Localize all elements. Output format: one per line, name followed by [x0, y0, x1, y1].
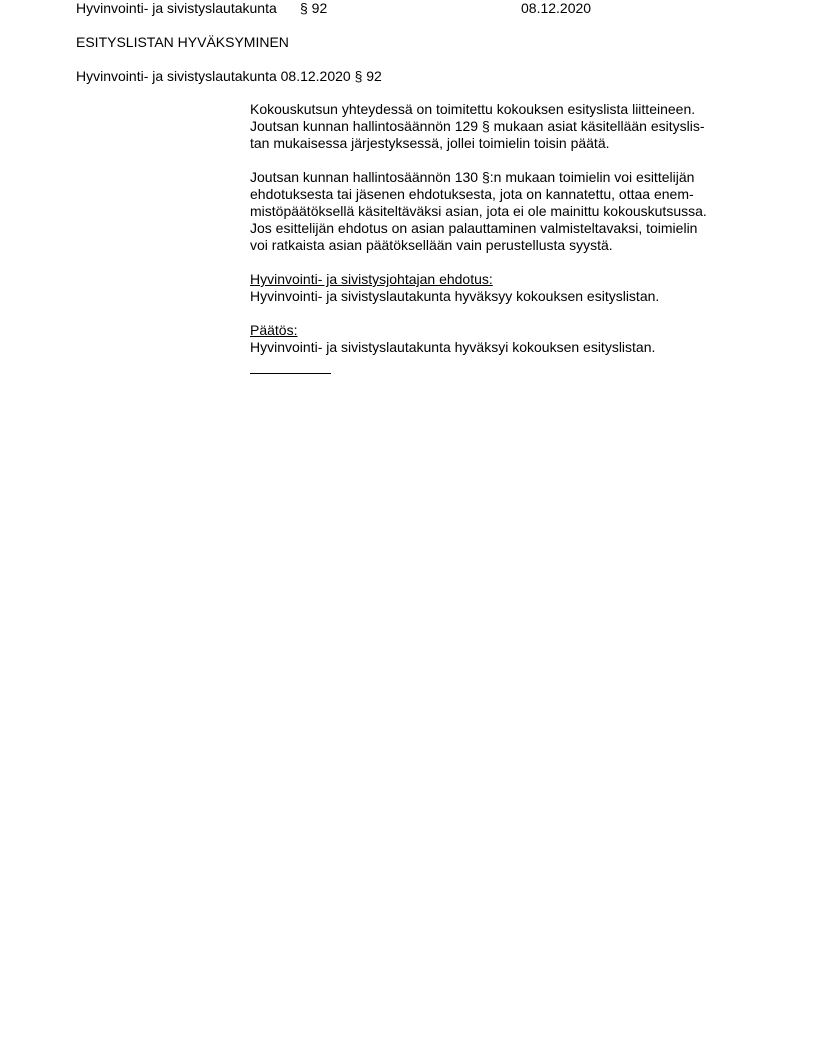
header-committee: Hyvinvointi- ja sivistyslautakunta: [76, 0, 277, 16]
text-line: Jos esittelijän ehdotus on asian palauttaminen valmisteltavaksi, toimielin: [250, 220, 698, 236]
text-line: mistöpäätöksellä käsiteltäväksi asian, jota ei ole mainittu kokouskutsussa.: [250, 203, 707, 219]
text-line: Joutsan kunnan hallintosäännön 130 §:n mukaan toimielin voi esittelijän: [250, 169, 695, 185]
text-line: Kokouskutsun yhteydessä on toimitettu kokouksen esityslista liitteineen.: [250, 101, 696, 117]
header-section-number: § 92: [300, 0, 328, 16]
document-body: [250, 101, 740, 374]
proposal-block: [250, 271, 740, 305]
meeting-reference: Hyvinvointi- ja sivistyslautakunta 08.12.2020 § 92: [76, 68, 382, 84]
signature-line: [250, 373, 331, 374]
paragraph-agenda-delivery: [250, 101, 740, 152]
paragraph-rules: [250, 169, 740, 254]
decision-heading: Päätös:: [250, 322, 298, 338]
document-title: ESITYSLISTAN HYVÄKSYMINEN: [76, 34, 289, 50]
proposal-text: Hyvinvointi- ja sivistyslautakunta hyväksyy kokouksen esityslistan.: [250, 288, 660, 304]
decision-text: Hyvinvointi- ja sivistyslautakunta hyväksyi kokouksen esityslistan.: [250, 339, 656, 355]
header-date: 08.12.2020: [521, 0, 592, 16]
text-line: ehdotuksesta tai jäsenen ehdotuksesta, jota on kannatettu, ottaa enem-: [250, 186, 694, 202]
text-line: voi ratkaista asian päätöksellään vain perustellusta syystä.: [250, 237, 613, 253]
text-line: Joutsan kunnan hallintosäännön 129 § mukaan asiat käsitellään esityslis-: [250, 118, 705, 134]
text-line: tan mukaisessa järjestyksessä, jollei toimielin toisin päätä.: [250, 135, 610, 151]
proposal-heading: Hyvinvointi- ja sivistysjohtajan ehdotus:: [250, 271, 493, 287]
decision-block: [250, 322, 740, 356]
